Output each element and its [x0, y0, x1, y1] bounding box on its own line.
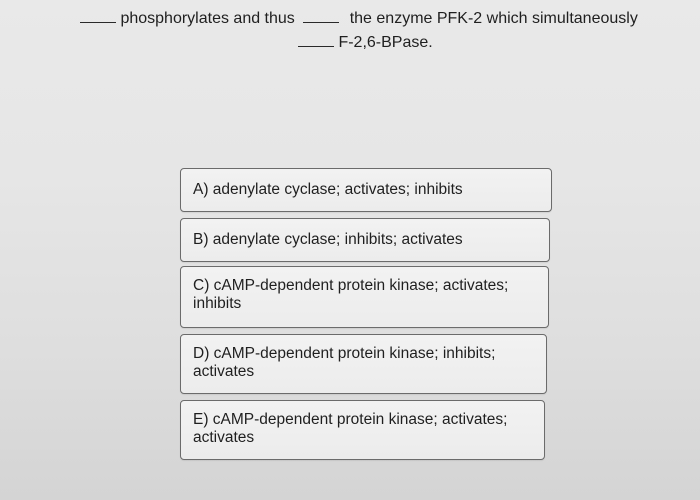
- option-b-label: B) adenylate cyclase; inhibits; activates: [193, 231, 463, 248]
- option-e[interactable]: [180, 400, 545, 460]
- question-line-2: [298, 32, 433, 54]
- option-d-label: D) cAMP-dependent protein kinase; inhibits; activates: [193, 345, 496, 380]
- question-segment-1: phosphorylates and thus: [120, 10, 295, 27]
- question-segment-2: the enzyme PFK-2 which simultaneously: [349, 10, 638, 27]
- option-b[interactable]: [180, 218, 550, 262]
- question-line-1: [80, 8, 638, 30]
- blank-2: [303, 8, 339, 23]
- option-c-label: C) cAMP-dependent protein kinase; activates; inhibits: [193, 277, 509, 312]
- option-a-label: A) adenylate cyclase; activates; inhibits: [193, 181, 463, 198]
- question-segment-3: F-2,6-BPase.: [338, 34, 433, 51]
- blank-1: [80, 8, 116, 23]
- blank-3: [298, 32, 334, 47]
- option-c[interactable]: [180, 266, 549, 328]
- option-a[interactable]: [180, 168, 552, 212]
- option-e-label: E) cAMP-dependent protein kinase; activates; activates: [193, 411, 508, 446]
- option-d[interactable]: [180, 334, 547, 394]
